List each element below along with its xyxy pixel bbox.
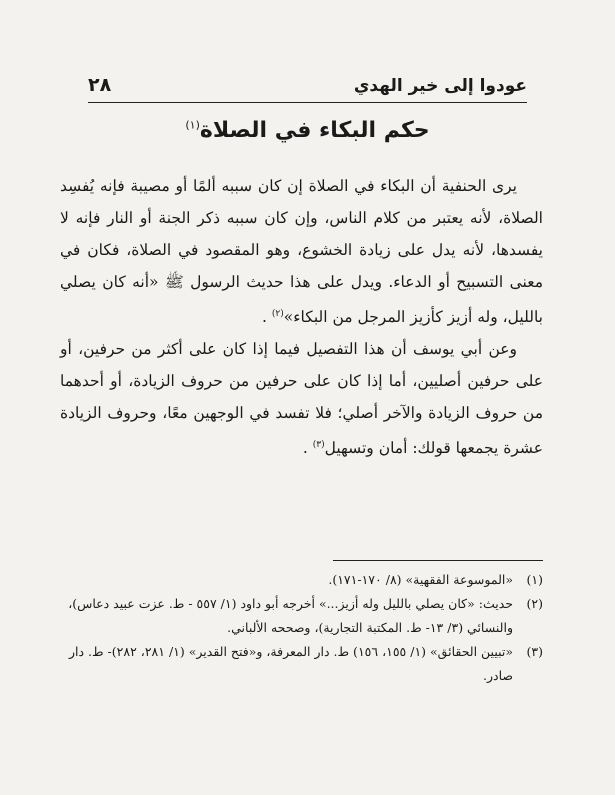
page-number: ٢٨ <box>88 74 112 96</box>
page-header <box>88 62 527 103</box>
footnote-divider <box>333 560 543 561</box>
paragraph-end: . <box>262 308 272 327</box>
footnote-text: «الموسوعة الفقهية» (٨/ ١٧٠-١٧١). <box>328 572 513 587</box>
footnote-number: (٣) <box>526 644 543 659</box>
running-title: عودوا إلى خير الهدي <box>353 76 527 96</box>
body-text <box>60 170 543 464</box>
paragraph <box>60 333 543 464</box>
footnote-text: «تبيين الحقائق» (١/ ١٥٥، ١٥٦) ط. دار المعرفة، و«فتح القدير» (١/ ٢٨١، ٢٨٢)- ط. دار صادر. <box>69 644 513 683</box>
footnote-text: حديث: «كان يصلي بالليل وله أزيز...» أخرجه أبو داود (١/ ٥٥٧ - ط. عزت عبيد دعاس)، والنسائي (٣/ ١٣- ط. المكتبة التجارية)، وصححه الألباني. <box>68 596 513 635</box>
footnote-number: (١) <box>526 572 543 587</box>
paragraph-text: يرى الحنفية أن البكاء في الصلاة إن كان سببه ألمًا أو مصيبة فإنه يُفسِد الصلاة، لأنه يعتبر من كلام الناس، وإن كان سببه ذكر الجنة أو النار فإنه لا يفسدها، لأنه يدل على زيادة الخشوع، وهو المقصود في الصلاة، فكان في معنى التسبيح أو الدعاء. ويدل على هذا حديث الرسول ﷺ «أنه كان يصلي بالليل، وله أزيز كأزيز المرجل من البكاء» <box>60 177 543 327</box>
paragraph-text: وعن أبي يوسف أن هذا التفصيل فيما إذا كان على أكثر من حرفين، أو على حرفين أصليين، أما إذا كان على حرفين من حروف الزيادة، أو أحدهما من حروف الزيادة والآخر أصلي؛ فلا تفسد في الوجهين معًا، وحروف الزيادة عشرة يجمعها قولك: أمان وتسهيل <box>60 340 543 458</box>
footnote <box>60 592 543 640</box>
paragraph-end: . <box>302 439 313 458</box>
footnotes <box>60 568 543 688</box>
paragraph <box>60 170 543 333</box>
heading-footnote-mark: (١) <box>185 118 200 132</box>
section-heading-text: حكم البكاء في الصلاة <box>199 118 430 143</box>
footnote-mark: (٢) <box>271 309 284 319</box>
footnote <box>60 640 543 688</box>
section-heading <box>0 118 615 143</box>
footnote <box>60 568 543 592</box>
footnote-mark: (٣) <box>312 440 325 451</box>
footnote-number: (٢) <box>526 596 543 611</box>
